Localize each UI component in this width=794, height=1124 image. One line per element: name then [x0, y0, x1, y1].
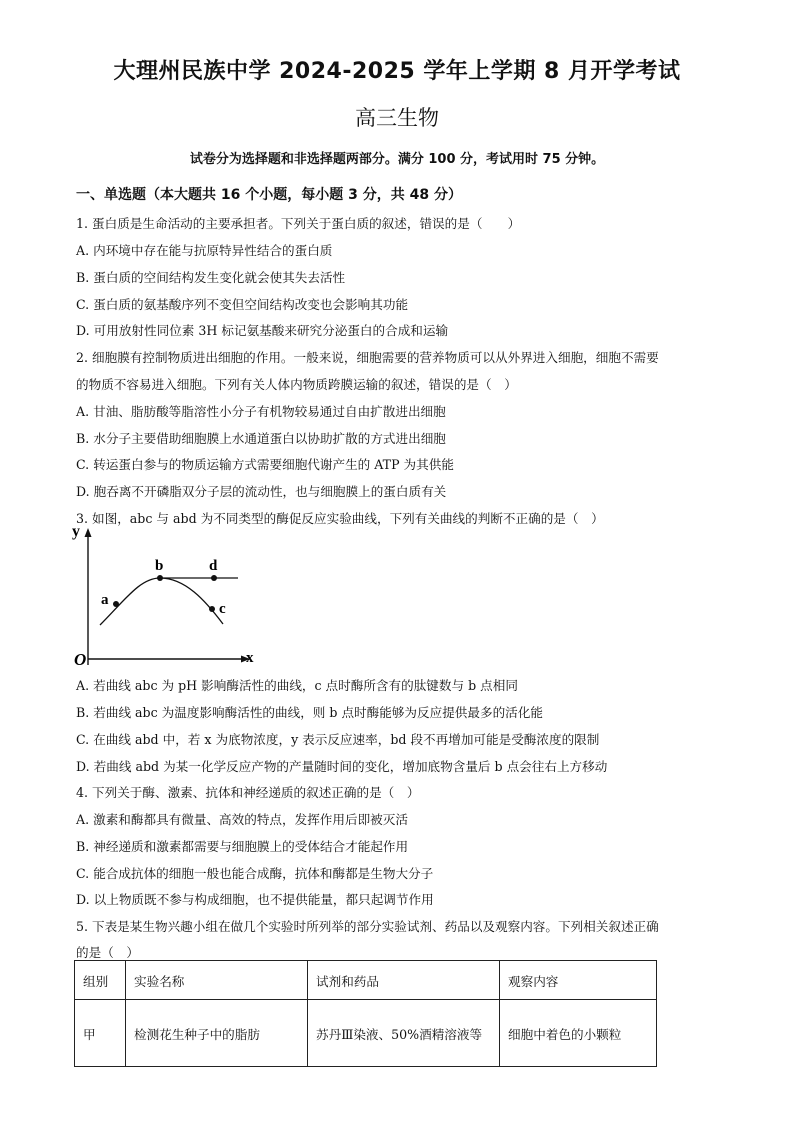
q3-stem: 3. 如图，abc 与 abd 为不同类型的酶促反应实验曲线，下列有关曲线的判断不正确的是（ ）	[76, 511, 604, 526]
q1-option-c: C. 蛋白质的氨基酸序列不变但空间结构改变也会影响其功能	[76, 297, 409, 312]
exam-subject: 高三生物	[355, 106, 439, 130]
table-cell: 细胞中着色的小颗粒	[500, 1000, 657, 1067]
point-a	[113, 601, 119, 607]
table-cell: 苏丹Ⅲ染液、50%酒精溶液等	[308, 1000, 500, 1067]
x-axis-label: x	[246, 650, 254, 666]
label-d: d	[209, 558, 218, 574]
point-c	[209, 606, 215, 612]
q2-stem-line1: 2. 细胞膜有控制物质进出细胞的作用。一般来说，细胞需要的营养物质可以从外界进入细胞，细胞不需要	[76, 350, 659, 365]
table-header-cell: 试剂和药品	[308, 961, 500, 1000]
q4-option-c: C. 能合成抗体的细胞一般也能合成酶，抗体和酶都是生物大分子	[76, 866, 434, 881]
q1-option-a: A. 内环境中存在能与抗原特异性结合的蛋白质	[76, 243, 333, 258]
curve-abc	[100, 578, 223, 625]
q2-option-c: C. 转运蛋白参与的物质运输方式需要细胞代谢产生的 ATP 为其供能	[76, 457, 454, 472]
q5-experiment-table	[74, 960, 657, 1067]
q3-option-c: C. 在曲线 abd 中，若 x 为底物浓度，y 表示反应速率，bd 段不再增加可能是受酶浓度的限制	[76, 732, 600, 747]
table-header-cell: 组别	[75, 961, 126, 1000]
q2-option-a: A. 甘油、脂肪酸等脂溶性小分子有机物较易通过自由扩散进出细胞	[76, 404, 446, 419]
q4-option-d: D. 以上物质既不参与构成细胞，也不提供能量，都只起调节作用	[76, 892, 434, 907]
q3-option-a: A. 若曲线 abc 为 pH 影响酶活性的曲线，c 点时酶所含有的肽键数与 b 点相同	[76, 678, 518, 693]
table-cell: 检测花生种子中的脂肪	[126, 1000, 308, 1067]
table-header-row	[75, 961, 657, 1000]
q5-stem-line2: 的是（ ）	[76, 945, 139, 960]
q3-option-b: B. 若曲线 abc 为温度影响酶活性的曲线，则 b 点时酶能够为反应提供最多的活化能	[76, 705, 543, 720]
section-heading: 一、单选题（本大题共 16 个小题，每小题 3 分，共 48 分）	[76, 187, 462, 203]
q1-option-d: D. 可用放射性同位素 3H 标记氨基酸来研究分泌蛋白的合成和运输	[76, 323, 449, 338]
y-axis-label: y	[72, 523, 80, 540]
q1-stem: 1. 蛋白质是生命活动的主要承担者。下列关于蛋白质的叙述，错误的是（ ）	[76, 216, 521, 231]
label-b: b	[155, 558, 164, 574]
q3-option-d: D. 若曲线 abd 为某一化学反应产物的产量随时间的变化，增加底物含量后 b 点会往右上方移动	[76, 759, 608, 774]
table-cell: 甲	[75, 1000, 126, 1067]
label-c: c	[219, 601, 226, 617]
q4-stem: 4. 下列关于酶、激素、抗体和神经递质的叙述正确的是（ ）	[76, 785, 420, 800]
enzyme-curve-figure	[70, 520, 270, 670]
table-header-cell: 实验名称	[126, 961, 308, 1000]
label-a: a	[101, 592, 109, 608]
table-header-cell: 观察内容	[500, 961, 657, 1000]
q5-stem-line1: 5. 下表是某生物兴趣小组在做几个实验时所列举的部分实验试剂、药品以及观察内容。下列相关叙述正确	[76, 919, 659, 934]
q2-stem-line2: 的物质不容易进入细胞。下列有关人体内物质跨膜运输的叙述，错误的是（ ）	[76, 377, 517, 392]
q4-option-a: A. 激素和酶都具有微量、高效的特点，发挥作用后即被灭活	[76, 812, 408, 827]
q4-option-b: B. 神经递质和激素都需要与细胞膜上的受体结合才能起作用	[76, 839, 409, 854]
y-axis-arrow	[85, 528, 92, 537]
q1-option-b: B. 蛋白质的空间结构发生变化就会使其失去活性	[76, 270, 346, 285]
origin-label: O	[74, 650, 87, 669]
exam-note: 试卷分为选择题和非选择题两部分。满分 100 分，考试用时 75 分钟。	[189, 152, 605, 167]
q2-option-b: B. 水分子主要借助细胞膜上水通道蛋白以协助扩散的方式进出细胞	[76, 431, 446, 446]
point-d	[211, 575, 217, 581]
q2-option-d: D. 胞吞离不开磷脂双分子层的流动性，也与细胞膜上的蛋白质有关	[76, 484, 447, 499]
point-b	[157, 575, 163, 581]
table-row	[75, 1000, 657, 1067]
exam-title: 大理州民族中学 2024-2025 学年上学期 8 月开学考试	[113, 59, 681, 84]
